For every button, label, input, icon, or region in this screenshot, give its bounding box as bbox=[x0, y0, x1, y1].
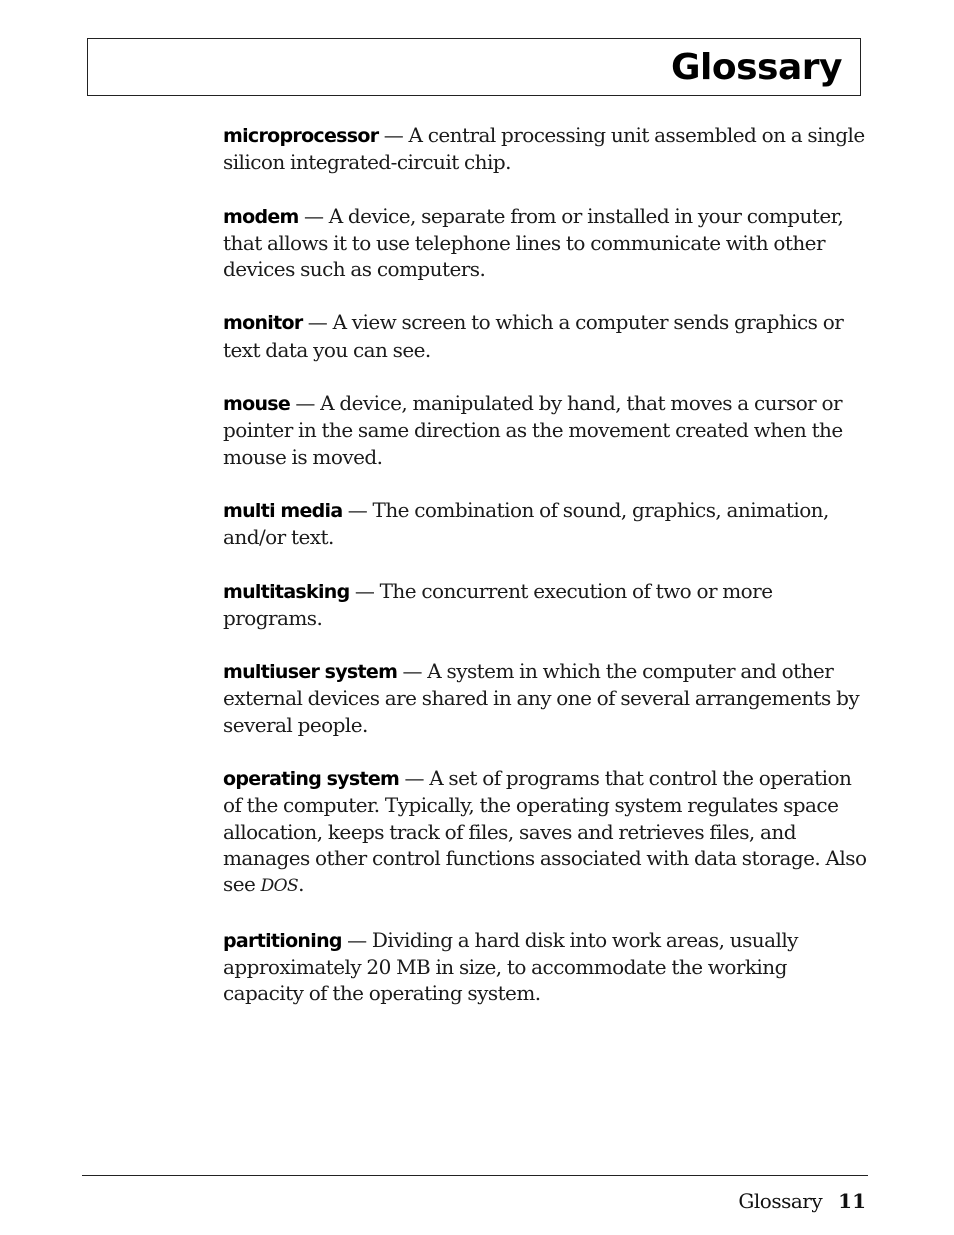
glossary-term: multiuser system bbox=[223, 661, 398, 684]
glossary-entry-modem bbox=[223, 203, 868, 283]
cross-reference-dos: DOS bbox=[260, 876, 299, 897]
glossary-definition: The concurrent execution of two or more programs. bbox=[223, 578, 773, 630]
glossary-term: modem bbox=[223, 205, 299, 228]
term-separator: — bbox=[290, 391, 321, 416]
glossary-definition: A view screen to which a computer sends graphics or text data you can see. bbox=[223, 310, 844, 362]
glossary-term: multitasking bbox=[223, 580, 350, 603]
glossary-term: microprocessor bbox=[223, 125, 379, 147]
term-separator: — bbox=[341, 927, 372, 952]
term-separator: — bbox=[399, 766, 430, 791]
glossary-term: monitor bbox=[223, 312, 303, 335]
glossary-definition: The combination of sound, graphics, animation, and/or text. bbox=[223, 497, 829, 550]
term-separator: — bbox=[378, 123, 409, 147]
glossary-entry-monitor bbox=[223, 309, 868, 363]
glossary-definition: A system in which the computer and other external devices are shared in any one of several arrangements by several people. bbox=[223, 659, 860, 737]
page-footer bbox=[738, 1188, 866, 1214]
glossary-entry-multitasking bbox=[223, 578, 868, 632]
glossary-definition: A set of programs that control the operation of the computer. Typically, the operating system regulates space allocation, keeps track of files, saves and retrieves files, and manages other control functions associated with data storage. Also see bbox=[223, 766, 867, 897]
term-separator: — bbox=[397, 659, 428, 684]
glossary-term: operating system bbox=[223, 768, 400, 791]
glossary-entry-mouse bbox=[223, 390, 868, 470]
term-separator: — bbox=[349, 578, 380, 603]
glossary-entry-multiuser-system bbox=[223, 658, 868, 738]
glossary-term: multi media bbox=[223, 499, 343, 522]
glossary-definition: Dividing a hard disk into work areas, usually approximately 20 MB in size, to accommodate the working capacity of the operating system. bbox=[223, 927, 798, 1006]
footer-rule bbox=[82, 1175, 868, 1176]
glossary-entries bbox=[223, 122, 868, 1033]
page-number: 11 bbox=[838, 1189, 866, 1213]
glossary-entry-microprocessor bbox=[223, 122, 868, 176]
term-separator: — bbox=[302, 310, 333, 335]
glossary-entry-multi-media bbox=[223, 497, 868, 551]
glossary-definition: A central processing unit assembled on a single silicon integrated-circuit chip. bbox=[223, 123, 865, 175]
glossary-entry-operating-system bbox=[223, 765, 868, 899]
definition-tail: . bbox=[298, 872, 304, 897]
page-title: Glossary bbox=[671, 47, 842, 88]
glossary-definition: A device, manipulated by hand, that moves a cursor or pointer in the same direction as the movement created when the mouse is moved. bbox=[223, 391, 843, 469]
footer-section-label: Glossary bbox=[738, 1189, 823, 1213]
term-separator: — bbox=[298, 203, 329, 228]
glossary-term: mouse bbox=[223, 393, 291, 416]
header-box bbox=[87, 38, 861, 96]
glossary-term: partitioning bbox=[223, 929, 342, 952]
term-separator: — bbox=[342, 497, 373, 522]
glossary-entry-partitioning bbox=[223, 927, 868, 1007]
glossary-definition: A device, separate from or installed in your computer, that allows it to use telephone lines to communicate with other devices such as computers. bbox=[223, 203, 844, 282]
